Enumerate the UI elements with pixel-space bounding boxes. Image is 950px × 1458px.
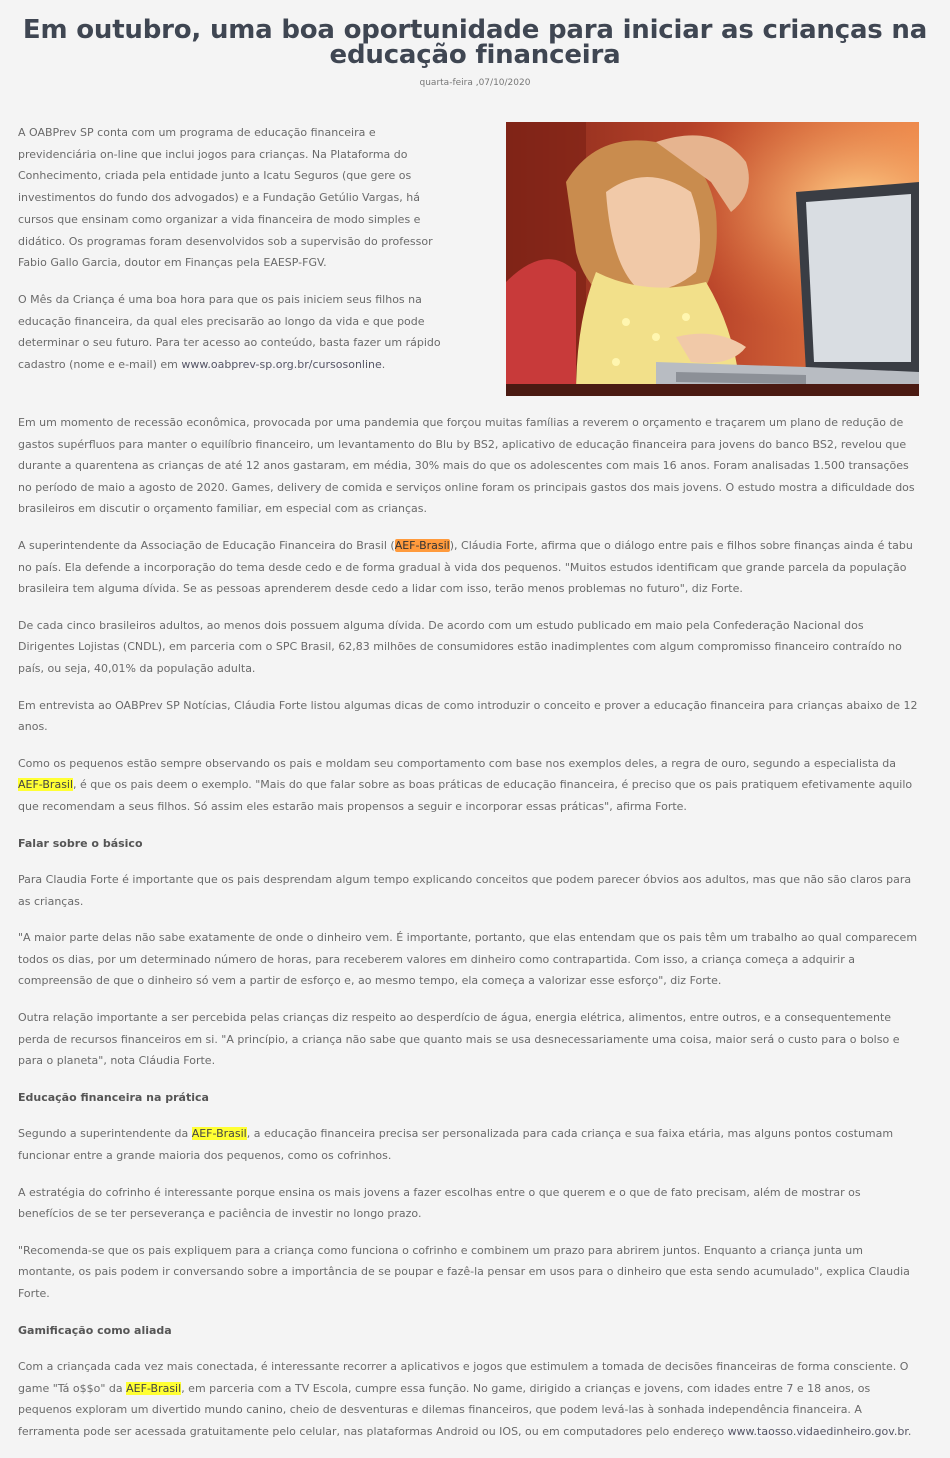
game-link[interactable]: www.taosso.vidaedinheiro.gov.br xyxy=(727,1424,908,1438)
paragraph: Como os pequenos estão sempre observando os pais e moldam seu comportamento com base nos exemplos deles, a regra de ouro, segundo a especialista da AEF-Brasil, é que os pais deem o exemplo. "Mais do que falar sobre as boas práticas de educação financeira, é preciso que os pais pratiquem efetivamente aquilo que recomendam a seus filhos. Só assim eles estarão mais propensos a seguir e incorporar essas práticas", afirma Forte. xyxy=(18,756,913,813)
lead-paragraph-2: O Mês da Criança é uma boa hora para que os pais iniciem seus filhos na educação financeira, da qual eles precisarão ao longo da vida e que pode determinar o seu futuro. Para ter acesso ao conteúdo, basta fazer um rápido cadastro (nome e e-mail) em www.oabprev-sp.org.br/cursosonline. xyxy=(18,292,441,372)
paragraph: A estratégia do cofrinho é interessante porque ensina os mais jovens a fazer escolhas entre o que querem e o que de fato precisam, além de mostrar os benefícios de se ter perseverança e paciência de investir no longo prazo. xyxy=(18,1185,861,1221)
paragraph: De cada cinco brasileiros adultos, ao menos dois possuem alguma dívida. De acordo com um estudo publicado em maio pela Confederação Nacional dos Dirigentes Lojistas (CNDL), em parceria com o SPC Brasil, 62,83 milhões de consumidores estão inadimplentes com algum compromisso financeiro contraído no país, ou seja, 40,01% da população adulta. xyxy=(18,618,902,675)
paragraph: Segundo a superintendente da AEF-Brasil, a educação financeira precisa ser personalizada para cada criança e sua faixa etária, mas alguns pontos costumam funcionar entre a grande maioria dos pequenos, como os cofrinhos. xyxy=(18,1127,894,1163)
paragraph: "Recomenda-se que os pais expliquem para a criança como funciona o cofrinho e combinem um prazo para abrirem juntos. Enquanto a criança junta um montante, os pais podem ir conversando sobre a importância de se poupar e fazê-la pensar em usos para o dinheiro que esta sendo acumulado", explica Claudia Forte. xyxy=(18,1243,910,1300)
section-heading: Falar sobre o básico xyxy=(18,836,143,850)
aef-brasil-highlight: AEF-Brasil xyxy=(126,1381,182,1395)
aef-brasil-highlight: AEF-Brasil xyxy=(394,538,450,552)
child-laptop-illustration xyxy=(506,122,919,396)
paragraph: Em entrevista ao OABPrev SP Notícias, Cláudia Forte listou algumas dicas de como introduzir o conceito e prover a educação financeira para crianças abaixo de 12 anos. xyxy=(18,698,918,734)
hero-image xyxy=(506,122,919,396)
courses-link[interactable]: www.oabprev-sp.org.br/cursosonline xyxy=(181,358,382,372)
paragraph: Em um momento de recessão econômica, provocada por uma pandemia que forçou muitas famílias a reverem o orçamento e traçarem um plano de redução de gastos supérfluos para manter o equilíbrio financeiro, um levantamento do Blu by BS2, aplicativo de educação financeira para jovens do banco BS2, revelou que durante a quarentena as crianças de até 12 anos gastaram, em média, 30% mais do que os adolescentes com mais 16 anos. Foram analisadas 1.500 transações no período de maio a agosto de 2020. Games, delivery de comida e serviços online foram os principais gastos dos mais jovens. O estudo mostra a dificuldade dos brasileiros em discutir o orçamento familiar, em especial com as crianças. xyxy=(18,416,915,516)
aef-brasil-highlight: AEF-Brasil xyxy=(18,778,74,792)
aef-brasil-highlight: AEF-Brasil xyxy=(191,1127,247,1141)
paragraph: Outra relação importante a ser percebida pelas crianças diz respeito ao desperdício de água, energia elétrica, alimentos, entre outros, e a consequentemente perda de recursos financeiros em si. "A princípio, a criança não sabe que quanto mais se usa desnecessariamente uma coisa, maior será o custo para o bolso e para o planeta", nota Cláudia Forte. xyxy=(18,1011,900,1068)
paragraph: Com a criançada cada vez mais conectada, é interessante recorrer a aplicativos e jogos que estimulem a tomada de decisões financeiras de forma consciente. O game "Tá o$$o" da AEF-Brasil, em parceria com a TV Escola, cumpre essa função. No game, dirigido a crianças e jovens, com idades entre 7 e 18 anos, os pequenos exploram um divertido mundo canino, cheio de desventuras e dilemas financeiros, que podem levá-las à sonhada independência financeira. A ferramenta pode ser acessada gratuitamente pelo celular, nas plataformas Android ou IOS, ou em computadores pelo endereço www.taosso.vidaedinheiro.gov.br. xyxy=(18,1360,912,1438)
section-heading: Educação financeira na prática xyxy=(18,1090,209,1104)
lead-paragraph-1: A OABPrev SP conta com um programa de educação financeira e previdenciária on-line que inclui jogos para crianças. Na Plataforma do Conhecimento, criada pela entidade junto a Icatu Seguros (que gere os investimentos do fundo dos advogados) e a Fundação Getúlio Vargas, há cursos que ensinam como organizar a vida financeira de modo simples e didático. Os programas foram desenvolvidos sob a supervisão do professor Fabio Gallo Garcia, doutor em Finanças pela EAESP-FGV. xyxy=(18,126,433,270)
article-title: Em outubro, uma boa oportunidade para iniciar as crianças na educação financeira xyxy=(22,15,928,70)
paragraph: Para Claudia Forte é importante que os pais desprendam algum tempo explicando conceitos que podem parecer óbvios aos adultos, mas que não são claros para as crianças. xyxy=(18,873,912,908)
article-date: quarta-feira ,07/10/2020 xyxy=(419,78,531,88)
article-body xyxy=(18,412,920,1458)
section-heading: Gamificação como aliada xyxy=(18,1323,172,1337)
paragraph: "A maior parte delas não sabe exatamente de onde o dinheiro vem. É importante, portanto, que elas entendam que os pais têm um trabalho ao qual comparecem todos os dias, por um determinado número de horas, para receberem valores em dinheiro como contrapartida. Com isso, a criança começa a adquirir a compreensão de que o dinheiro só vem a partir de esforço e, ao mesmo tempo, ela começa a valorizar esse esforço", diz Forte. xyxy=(18,931,918,988)
paragraph: A superintendente da Associação de Educação Financeira do Brasil (AEF-Brasil), Cláudia Forte, afirma que o diálogo entre pais e filhos sobre finanças ainda é tabu no país. Ela defende a incorporação do tema desde cedo e de forma gradual à vida dos pequenos. "Muitos estudos identificam que grande parcela da população brasileira tem alguma dívida. Se as pessoas aprenderem desde cedo a lidar com isso, terão menos problemas no futuro", diz Forte. xyxy=(18,538,913,596)
